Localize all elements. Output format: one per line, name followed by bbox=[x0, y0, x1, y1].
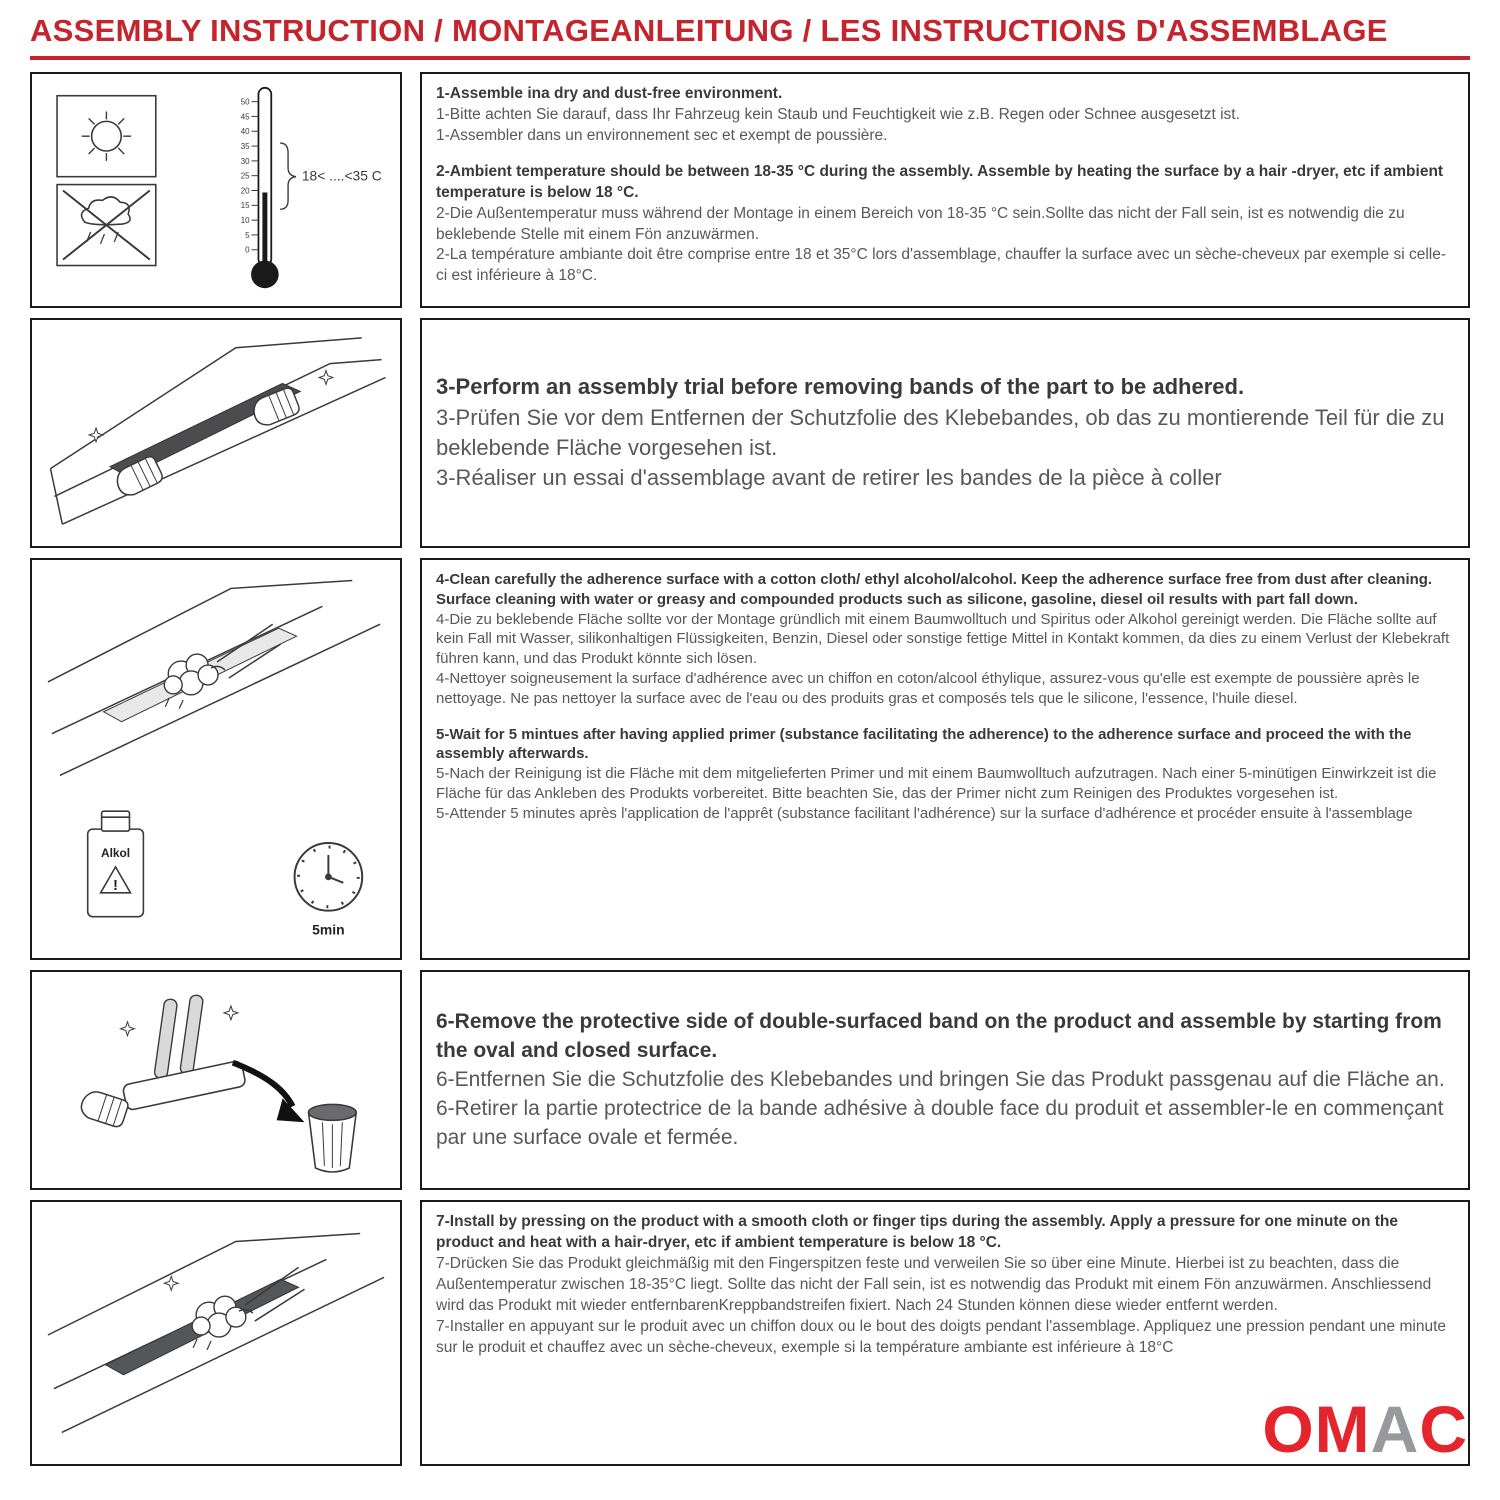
sun-icon bbox=[57, 96, 156, 177]
thermo-tick-label: 0 bbox=[245, 245, 250, 255]
step-7-de: 7-Drücken Sie das Produkt gleichmäßig mit den Fingerspitzen feste und verweilen Sie so über eine Minute. Hierbei ist zu beachten, dass die Außentemperatur zwischen 18-35°C liegt. Sollte das nicht der Fall sein, ist es notwendig das Produkt mit einem Fön anzuwärmen. Anschliessend wird das Produkt mit wieder entfernbarenKreppbandstreifen fixiert. Nach 24 Stunden können diese wieder entfernt werden. bbox=[436, 1254, 1432, 1314]
no-rain-icon bbox=[57, 185, 156, 266]
step-row-environment bbox=[30, 72, 1470, 308]
step-7-fr: 7-Installer en appuyant sur le produit avec un chiffon doux ou le bout des doigts pendant l'assemblage. Appliquez une pression pendant une minute sur le produit et chauffez avec un sèche-cheveux, exemple si la température ambiante est inférieure à 18°C bbox=[436, 1317, 1447, 1356]
press-install-drawing bbox=[32, 1202, 400, 1464]
sparkle-icon bbox=[121, 1022, 135, 1036]
step-5-en: 5-Wait for 5 mintues after having applied primer (substance facilitating the adherence) to the adherence surface and proceed the with the assembly afterwards. bbox=[436, 725, 1412, 763]
step-6-en: 6-Remove the protective side of double-surfaced band on the product and assemble by starting from the oval and closed surface. bbox=[436, 1009, 1442, 1062]
step-4-de: 4-Die zu beklebende Fläche sollte vor der Montage gründlich mit einem Baumwolltuch und Spiritus oder Alkohol gereinigt werden. Die Fläche sollte auf kein Fall mit Wasser, silikonhaltigen Flüssigkeiten, Benzin, Diesel oder sonstige fettige Mittel in Kontakt kommen, da dies zu einem Verlust der Klebekraft führen kann, und das Produkt könnte sich lösen. bbox=[436, 610, 1450, 668]
thermo-tick-label: 15 bbox=[240, 201, 250, 211]
thermo-tick-label: 30 bbox=[240, 156, 250, 166]
hand-icon bbox=[249, 386, 301, 428]
step-row-trial bbox=[30, 318, 1470, 548]
drip-drops bbox=[165, 698, 183, 709]
step-2-de: 2-Die Außentemperatur muss während der Montage in einem Bereich von 18-35 °C sein.Sollte das nicht der Fall sein, ist es notwendig die zu beklebende Stelle mit einem Fön anzuwärmen. bbox=[436, 204, 1405, 243]
instructions-cleaning bbox=[420, 558, 1470, 960]
thermo-tick-label: 10 bbox=[240, 216, 250, 226]
instructions-trial bbox=[420, 318, 1470, 548]
illustration-press-install bbox=[30, 1200, 402, 1466]
omac-logo bbox=[1262, 1392, 1468, 1466]
clock-icon bbox=[295, 843, 363, 911]
thermo-tick-label: 20 bbox=[240, 186, 250, 196]
sparkle-icon bbox=[224, 1006, 238, 1020]
step-3-en: 3-Perform an assembly trial before removing bands of the part to be adhered. bbox=[436, 374, 1245, 400]
sparkle-icon bbox=[89, 428, 103, 442]
step-1-en: 1-Assemble ina dry and dust-free environment. bbox=[436, 85, 783, 103]
wait-time-label: 5min bbox=[312, 921, 345, 938]
step-3-fr: 3-Réaliser un essai d'assemblage avant de retirer les bandes de la pièce à coller bbox=[436, 465, 1222, 491]
drip-drops bbox=[193, 1339, 211, 1350]
cleaning-drawing bbox=[32, 560, 400, 958]
logo-letter-a: A bbox=[1370, 1392, 1420, 1466]
temperature-range-label: 18< ....<35 C bbox=[301, 167, 382, 184]
adhesive-strips-icon bbox=[154, 995, 204, 1080]
step-4-en: 4-Clean carefully the adherence surface with a cotton cloth/ ethyl alcohol/alcohol. Keep the adherence surface free from dust after cleaning. Surface cleaning with water or greasy and compounded products such as silicone, gasoline, diesel oil results with part fall down. bbox=[436, 571, 1433, 608]
illustration-trial-fit bbox=[30, 318, 402, 548]
step-2-fr: 2-La température ambiante doit être comprise entre 18 et 35°C lors d'assemblage, chauffer la surface avec un sèche-cheveux par exemple si celle-ci est inférieure à 18°C. bbox=[436, 246, 1447, 285]
step-2-en: 2-Ambient temperature should be between 18-35 °C during the assembly. Assemble by heating the surface by a hair -dryer, etc if ambient temperature is below 18 °C. bbox=[436, 163, 1444, 202]
step-1-fr: 1-Assembler dans un environnement sec et exempt de poussière. bbox=[436, 126, 888, 144]
thermo-tick-label: 5 bbox=[245, 230, 250, 240]
alcohol-bottle-label: Alkol bbox=[100, 846, 131, 861]
trial-fit-drawing bbox=[32, 320, 400, 546]
step-row-peel bbox=[30, 970, 1470, 1190]
step-6-fr: 6-Retirer la partie protectrice de la bande adhésive à double face du produit et assembler-le en commençant par une surface ovale et fermée. bbox=[436, 1096, 1444, 1149]
step-4-fr: 4-Nettoyer soigneusement la surface d'adhérence avec un chiffon en coton/alcool éthylique, assurez-vous qu'elle est exempte de poussière après le nettoyage. Ne pas nettoyer la surface avec de l'eau ou des produits gras et composés tels que le silicone, l'essence, l'huile diesel. bbox=[436, 670, 1420, 707]
instructions-environment bbox=[420, 72, 1470, 308]
sparkle-icon bbox=[319, 371, 333, 385]
page-title: ASSEMBLY INSTRUCTION / MONTAGEANLEITUNG / LES INSTRUCTIONS D'ASSEMBLAGE bbox=[30, 13, 1388, 48]
hand-icon bbox=[78, 1088, 129, 1128]
instructions-peel bbox=[420, 970, 1470, 1190]
environment-drawing bbox=[32, 74, 400, 306]
step-5-fr: 5-Attender 5 minutes après l'application de l'apprêt (substance facilitant l'adhérence) sur la surface d'adhérence et procéder ensuite à l'assemblage bbox=[436, 804, 1413, 822]
thermo-tick-label: 50 bbox=[240, 97, 250, 107]
cloth-icon bbox=[164, 654, 218, 695]
step-1-de: 1-Bitte achten Sie darauf, dass Ihr Fahrzeug kein Staub und Feuchtigkeit wie z.B. Regen oder Schnee ausgesetzt ist. bbox=[436, 105, 1240, 123]
alcohol-bottle-icon bbox=[88, 811, 144, 916]
thermo-tick-label: 40 bbox=[240, 127, 250, 137]
step-5-de: 5-Nach der Reinigung ist die Fläche mit dem mitgelieferten Primer und mit einem Baumwolltuch aufzutragen. Nach einer 5-minütigen Einwirkzeit ist die Fläche für das Ankleben des Produkts vorbereitet. Bitte beachten Sie, das der Primer nicht zum Reinigen des Produktes vorgesehen ist. bbox=[436, 765, 1437, 803]
range-brace bbox=[280, 143, 296, 209]
thermo-tick-label: 25 bbox=[240, 171, 250, 181]
illustration-peel-band bbox=[30, 970, 402, 1190]
warning-mark: ! bbox=[113, 877, 119, 894]
logo-letters-om: OM bbox=[1262, 1392, 1371, 1466]
illustration-cleaning bbox=[30, 558, 402, 960]
thermo-tick-label: 45 bbox=[240, 112, 250, 122]
peel-band-drawing bbox=[32, 972, 400, 1188]
illustration-environment bbox=[30, 72, 402, 308]
step-3-de: 3-Prüfen Sie vor dem Entfernen der Schutzfolie des Klebebandes, ob das zu montierende Teil für die zu beklebende Fläche vorgesehen ist. bbox=[436, 404, 1445, 461]
thermometer-icon bbox=[241, 88, 382, 288]
step-row-install bbox=[30, 1200, 1470, 1466]
logo-letter-c: C bbox=[1419, 1392, 1468, 1466]
sheet-header bbox=[30, 14, 1470, 60]
step-6-de: 6-Entfernen Sie die Schutzfolie des Klebebandes und bringen Sie das Produkt passgenau auf die Fläche an. bbox=[436, 1067, 1445, 1091]
trash-can-icon bbox=[308, 1104, 356, 1172]
step-row-cleaning bbox=[30, 558, 1470, 960]
thermo-tick-label: 35 bbox=[240, 142, 250, 152]
step-7-en: 7-Install by pressing on the product with a smooth cloth or finger tips during the assembly. Apply a pressure for one minute on the product and heat with a hair-dryer, etc if ambient temperature is below 18 °C. bbox=[436, 1213, 1398, 1252]
sparkle-icon bbox=[164, 1276, 178, 1290]
